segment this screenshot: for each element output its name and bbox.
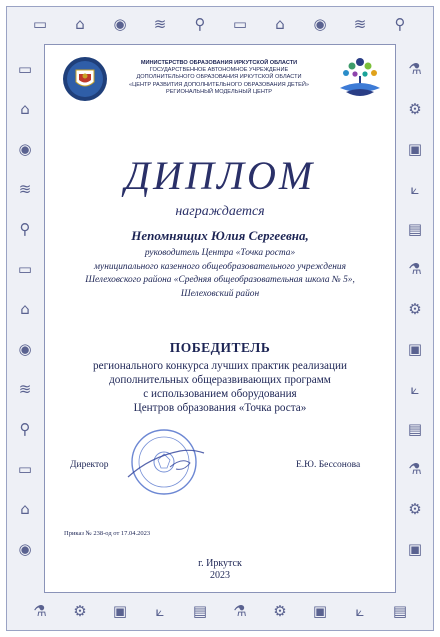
recipient-description [54, 247, 386, 301]
institution-line-1: ГОСУДАРСТВЕННОЕ АВТОНОМНОЕ УЧРЕЖДЕНИЕ [149, 67, 289, 74]
gear-icon: ⚙ [408, 300, 422, 318]
gear-icon: ⚙ [73, 602, 87, 620]
dna-icon: ≋ [353, 15, 367, 33]
monitor-icon: ▭ [232, 15, 248, 33]
magnifier-icon: ⚲ [19, 420, 31, 438]
robot-arm-icon: ⟀ [155, 602, 165, 620]
eye-icon: ◉ [18, 340, 32, 358]
awarded-caption: награждается [175, 204, 265, 219]
eye-icon: ◉ [18, 540, 32, 558]
building-icon: ⌂ [20, 100, 30, 118]
vr-headset-icon: ▣ [407, 540, 423, 558]
contest-line-1: регионального конкурса лучших практик реализации [93, 360, 347, 372]
dna-icon: ≋ [18, 180, 32, 198]
building-icon: ⌂ [20, 300, 30, 318]
book-icon: ▤ [407, 220, 423, 238]
robot-arm-icon: ⟀ [410, 380, 420, 398]
official-stamp-icon [120, 427, 208, 497]
ministry-emblem-icon [62, 56, 108, 102]
institution-line-2: ДОПОЛНИТЕЛЬНОГО ОБРАЗОВАНИЯ ИРКУТСКОЙ ОБЛАСТИ [136, 74, 302, 81]
issue-place-date [44, 558, 396, 582]
gear-icon: ⚙ [408, 500, 422, 518]
eye-icon: ◉ [113, 15, 127, 33]
issue-year: 2023 [210, 570, 230, 581]
recipient-name: Непомнящих Юлия Сергеевна, [131, 228, 309, 243]
contest-line-4: Центров образования «Точка роста» [133, 402, 307, 414]
regional-center: РЕГИОНАЛЬНЫЙ МОДЕЛЬНЫЙ ЦЕНТР [165, 88, 273, 95]
vr-headset-icon: ▣ [407, 340, 423, 358]
institution-line-3: «ЦЕНТР РАЗВИТИЯ ДОПОЛНИТЕЛЬНОГО ОБРАЗОВАНИЯ ДЕТЕЙ» [128, 81, 310, 88]
contest-line-3: с использованием оборудования [143, 388, 297, 400]
diploma-title: ДИПЛОМ [124, 153, 316, 198]
book-icon: ▤ [192, 602, 208, 620]
magnifier-icon: ⚲ [19, 220, 31, 238]
building-icon: ⌂ [20, 500, 30, 518]
robot-arm-icon: ⟀ [410, 180, 420, 198]
robot-arm-icon: ⟀ [355, 602, 365, 620]
lab-icon: ⚗ [408, 460, 422, 478]
vr-headset-icon: ▣ [112, 602, 128, 620]
monitor-icon: ▭ [17, 60, 33, 78]
monitor-icon: ▭ [17, 260, 33, 278]
recipient-position: руководитель Центра «Точка роста» [144, 248, 296, 258]
contest-line-2: дополнительных общеразвивающих программ [109, 374, 331, 386]
issuer-header [112, 60, 326, 96]
gear-icon: ⚙ [273, 602, 287, 620]
dna-icon: ≋ [18, 380, 32, 398]
magnifier-icon: ⚲ [194, 15, 206, 33]
eye-icon: ◉ [313, 15, 327, 33]
book-icon: ▤ [407, 420, 423, 438]
lab-icon: ⚗ [408, 60, 422, 78]
tree-logo-icon [330, 54, 390, 104]
recipient-organization-2: Шелеховского района «Средняя общеобразовательная школа № 5», [85, 275, 355, 286]
building-icon: ⌂ [75, 15, 85, 33]
dna-icon: ≋ [153, 15, 167, 33]
signatory-role: Директор [70, 460, 109, 470]
lab-icon: ⚗ [233, 602, 247, 620]
order-reference: Приказ № 238-од от 17.04.2023 [64, 530, 151, 537]
vr-headset-icon: ▣ [407, 140, 423, 158]
lab-icon: ⚗ [33, 602, 47, 620]
recipient-district: Шелеховский район [180, 288, 260, 299]
gear-icon: ⚙ [408, 100, 422, 118]
lab-icon: ⚗ [408, 260, 422, 278]
recipient-organization-1: муниципального казенного общеобразовательного учреждения [94, 261, 346, 272]
ministry-name: МИНИСТЕРСТВО ОБРАЗОВАНИЯ ИРКУТСКОЙ ОБЛАСТИ [140, 60, 298, 66]
building-icon: ⌂ [275, 15, 285, 33]
magnifier-icon: ⚲ [394, 15, 406, 33]
issue-city: г. Иркутск [198, 558, 242, 569]
eye-icon: ◉ [18, 140, 32, 158]
signatory-name: Е.Ю. Бессонова [296, 460, 361, 470]
vr-headset-icon: ▣ [312, 602, 328, 620]
contest-description [54, 359, 386, 415]
award-status: ПОБЕДИТЕЛЬ [169, 340, 271, 355]
monitor-icon: ▭ [32, 15, 48, 33]
monitor-icon: ▭ [17, 460, 33, 478]
diploma-content [44, 44, 396, 593]
book-icon: ▤ [392, 602, 408, 620]
